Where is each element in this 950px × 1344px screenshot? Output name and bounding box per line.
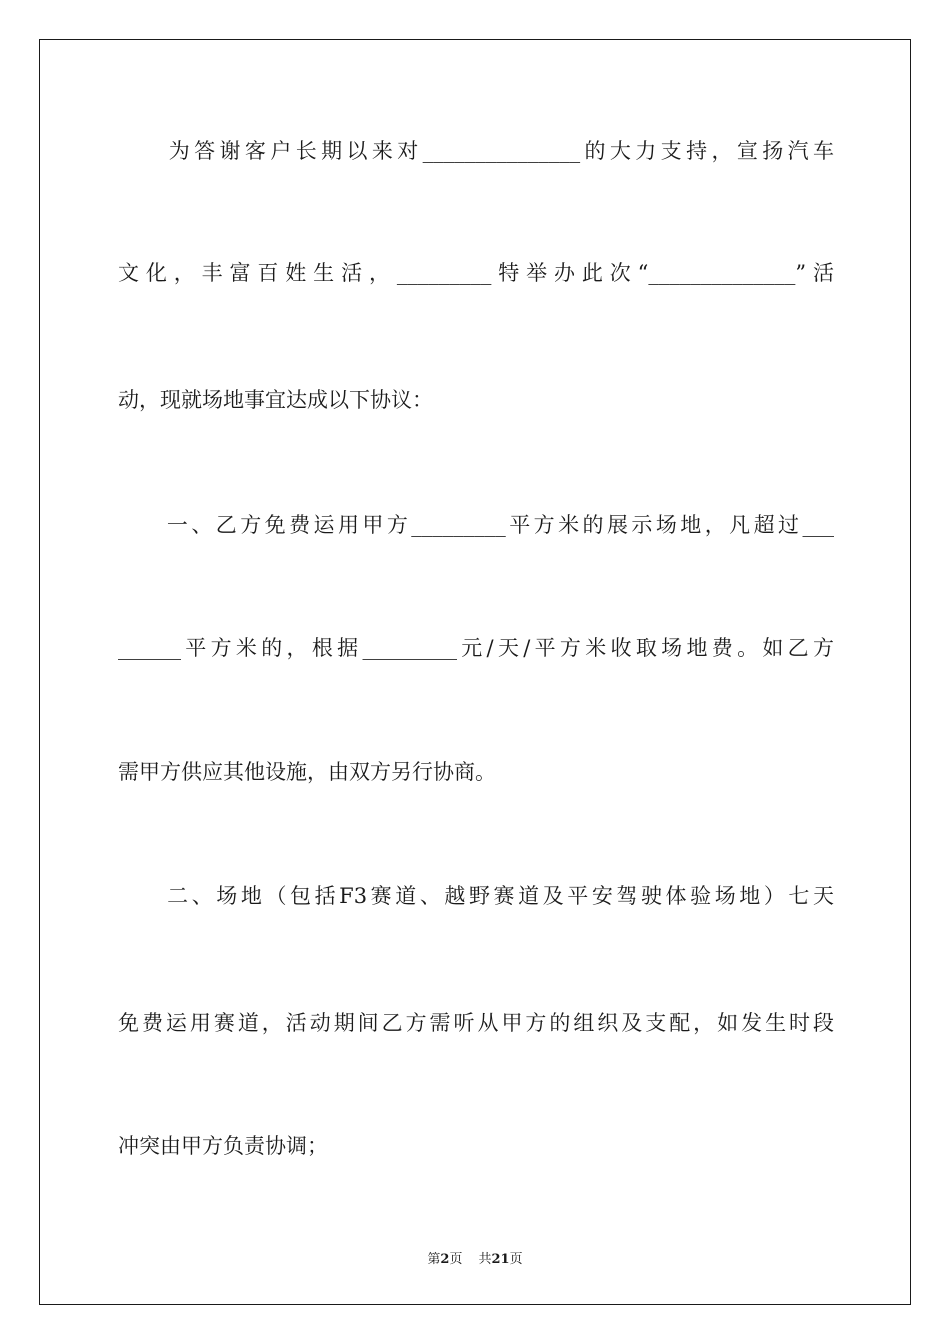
document-line-4: 一、乙方免费运用甲方_________平方米的展示场地，凡超过___ <box>118 513 834 537</box>
document-line-8: 免费运用赛道，活动期间乙方需听从甲方的组织及支配，如发生时段 <box>118 1011 834 1035</box>
page-number: 2 <box>440 1252 450 1267</box>
document-line-1: 为答谢客户长期以来对_______________的大力支持，宣扬汽车 <box>118 139 834 163</box>
document-line-5: ______平方米的，根据_________元/天/平方米收取场地费。如乙方 <box>118 636 834 660</box>
page-border <box>39 39 911 1305</box>
total-pages: 21 <box>491 1252 510 1267</box>
document-line-9: 冲突由甲方负责协调； <box>118 1134 328 1158</box>
document-line-3: 动，现就场地事宜达成以下协议： <box>118 388 433 412</box>
total-prefix: 共 <box>478 1252 492 1267</box>
document-line-6: 需甲方供应其他设施，由双方另行协商。 <box>118 760 496 784</box>
document-line-2: 文化，丰富百姓生活，_________特举办此次“______________”活 <box>118 261 834 285</box>
document-line-7: 二、场地（包括F3赛道、越野赛道及平安驾驶体验场地）七天 <box>118 884 834 908</box>
page-suffix: 页 <box>449 1252 463 1267</box>
page-footer <box>0 1248 950 1267</box>
total-suffix: 页 <box>509 1252 523 1267</box>
page-prefix: 第 <box>427 1252 441 1267</box>
